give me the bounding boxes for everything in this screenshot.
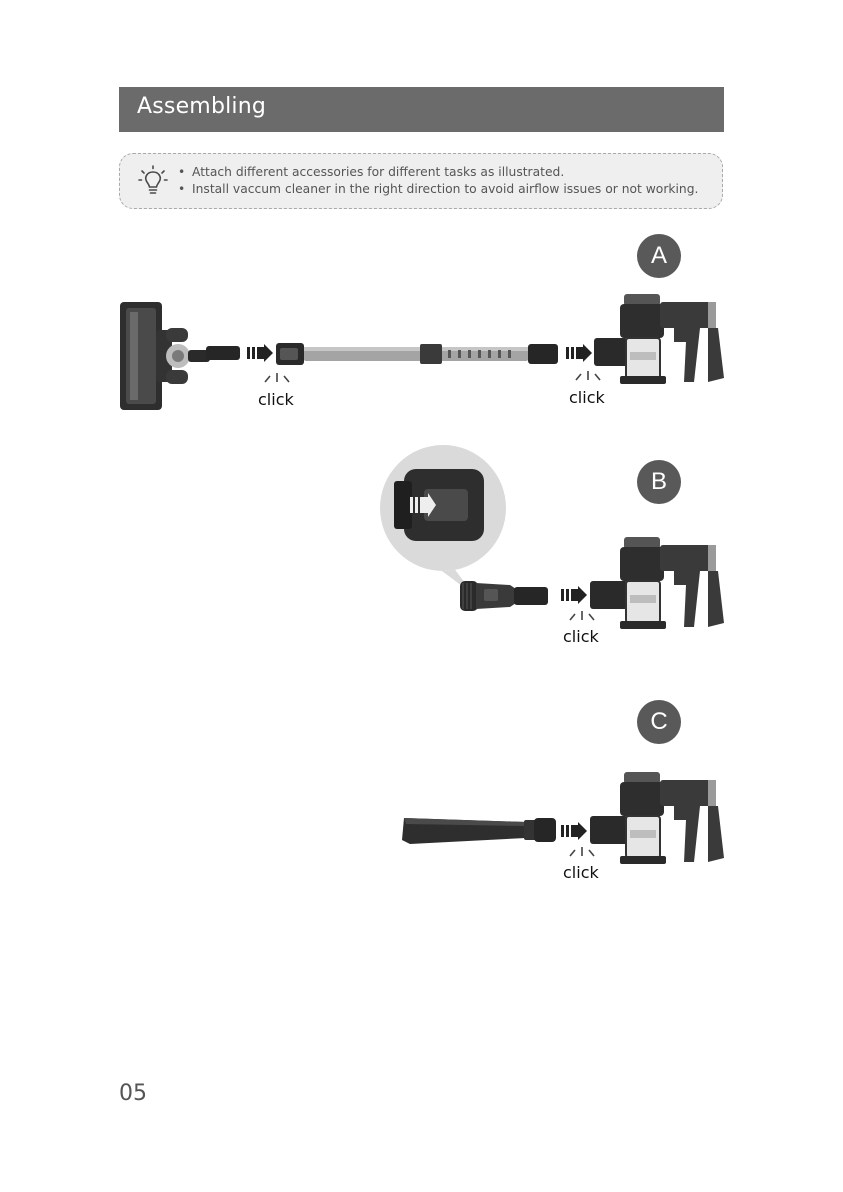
tip-text: Install vaccum cleaner in the right direction to avoid airflow issues or not working. [192,182,699,196]
click-burst-icon [567,608,597,622]
vacuum-body-illustration [590,292,726,388]
click-burst-icon [573,368,603,382]
tip-item: • Install vaccum cleaner in the right direction to avoid airflow issues or not working. [178,182,699,196]
click-burst-icon [262,370,292,384]
lightbulb-icon [138,165,168,199]
floor-brush-illustration [118,300,248,412]
extension-tube-illustration [276,340,564,368]
arrow-icon [561,822,587,840]
step-badge-a: A [637,234,681,278]
section-header [119,87,724,132]
click-label: click [258,390,294,409]
tip-box [119,153,723,209]
section-title: Assembling [137,94,267,119]
click-burst-icon [567,844,597,858]
dusting-brush-illustration [460,575,552,617]
tip-list [178,164,698,198]
step-badge-b: B [637,460,681,504]
vacuum-body-illustration [586,535,726,633]
arrow-icon [561,586,587,604]
page-number: 05 [119,1081,147,1106]
tip-item: • Attach different accessories for different tasks as illustrated. [178,165,565,179]
tip-text: Attach different accessories for different tasks as illustrated. [192,165,565,179]
vacuum-body-illustration [586,770,726,868]
step-badge-c: C [637,700,681,744]
zoom-detail-bubble [378,445,508,595]
click-label: click [563,863,599,882]
arrow-icon [247,344,273,362]
click-label: click [563,627,599,646]
crevice-tool-illustration [400,812,560,848]
arrow-icon [566,344,592,362]
click-label: click [569,388,605,407]
